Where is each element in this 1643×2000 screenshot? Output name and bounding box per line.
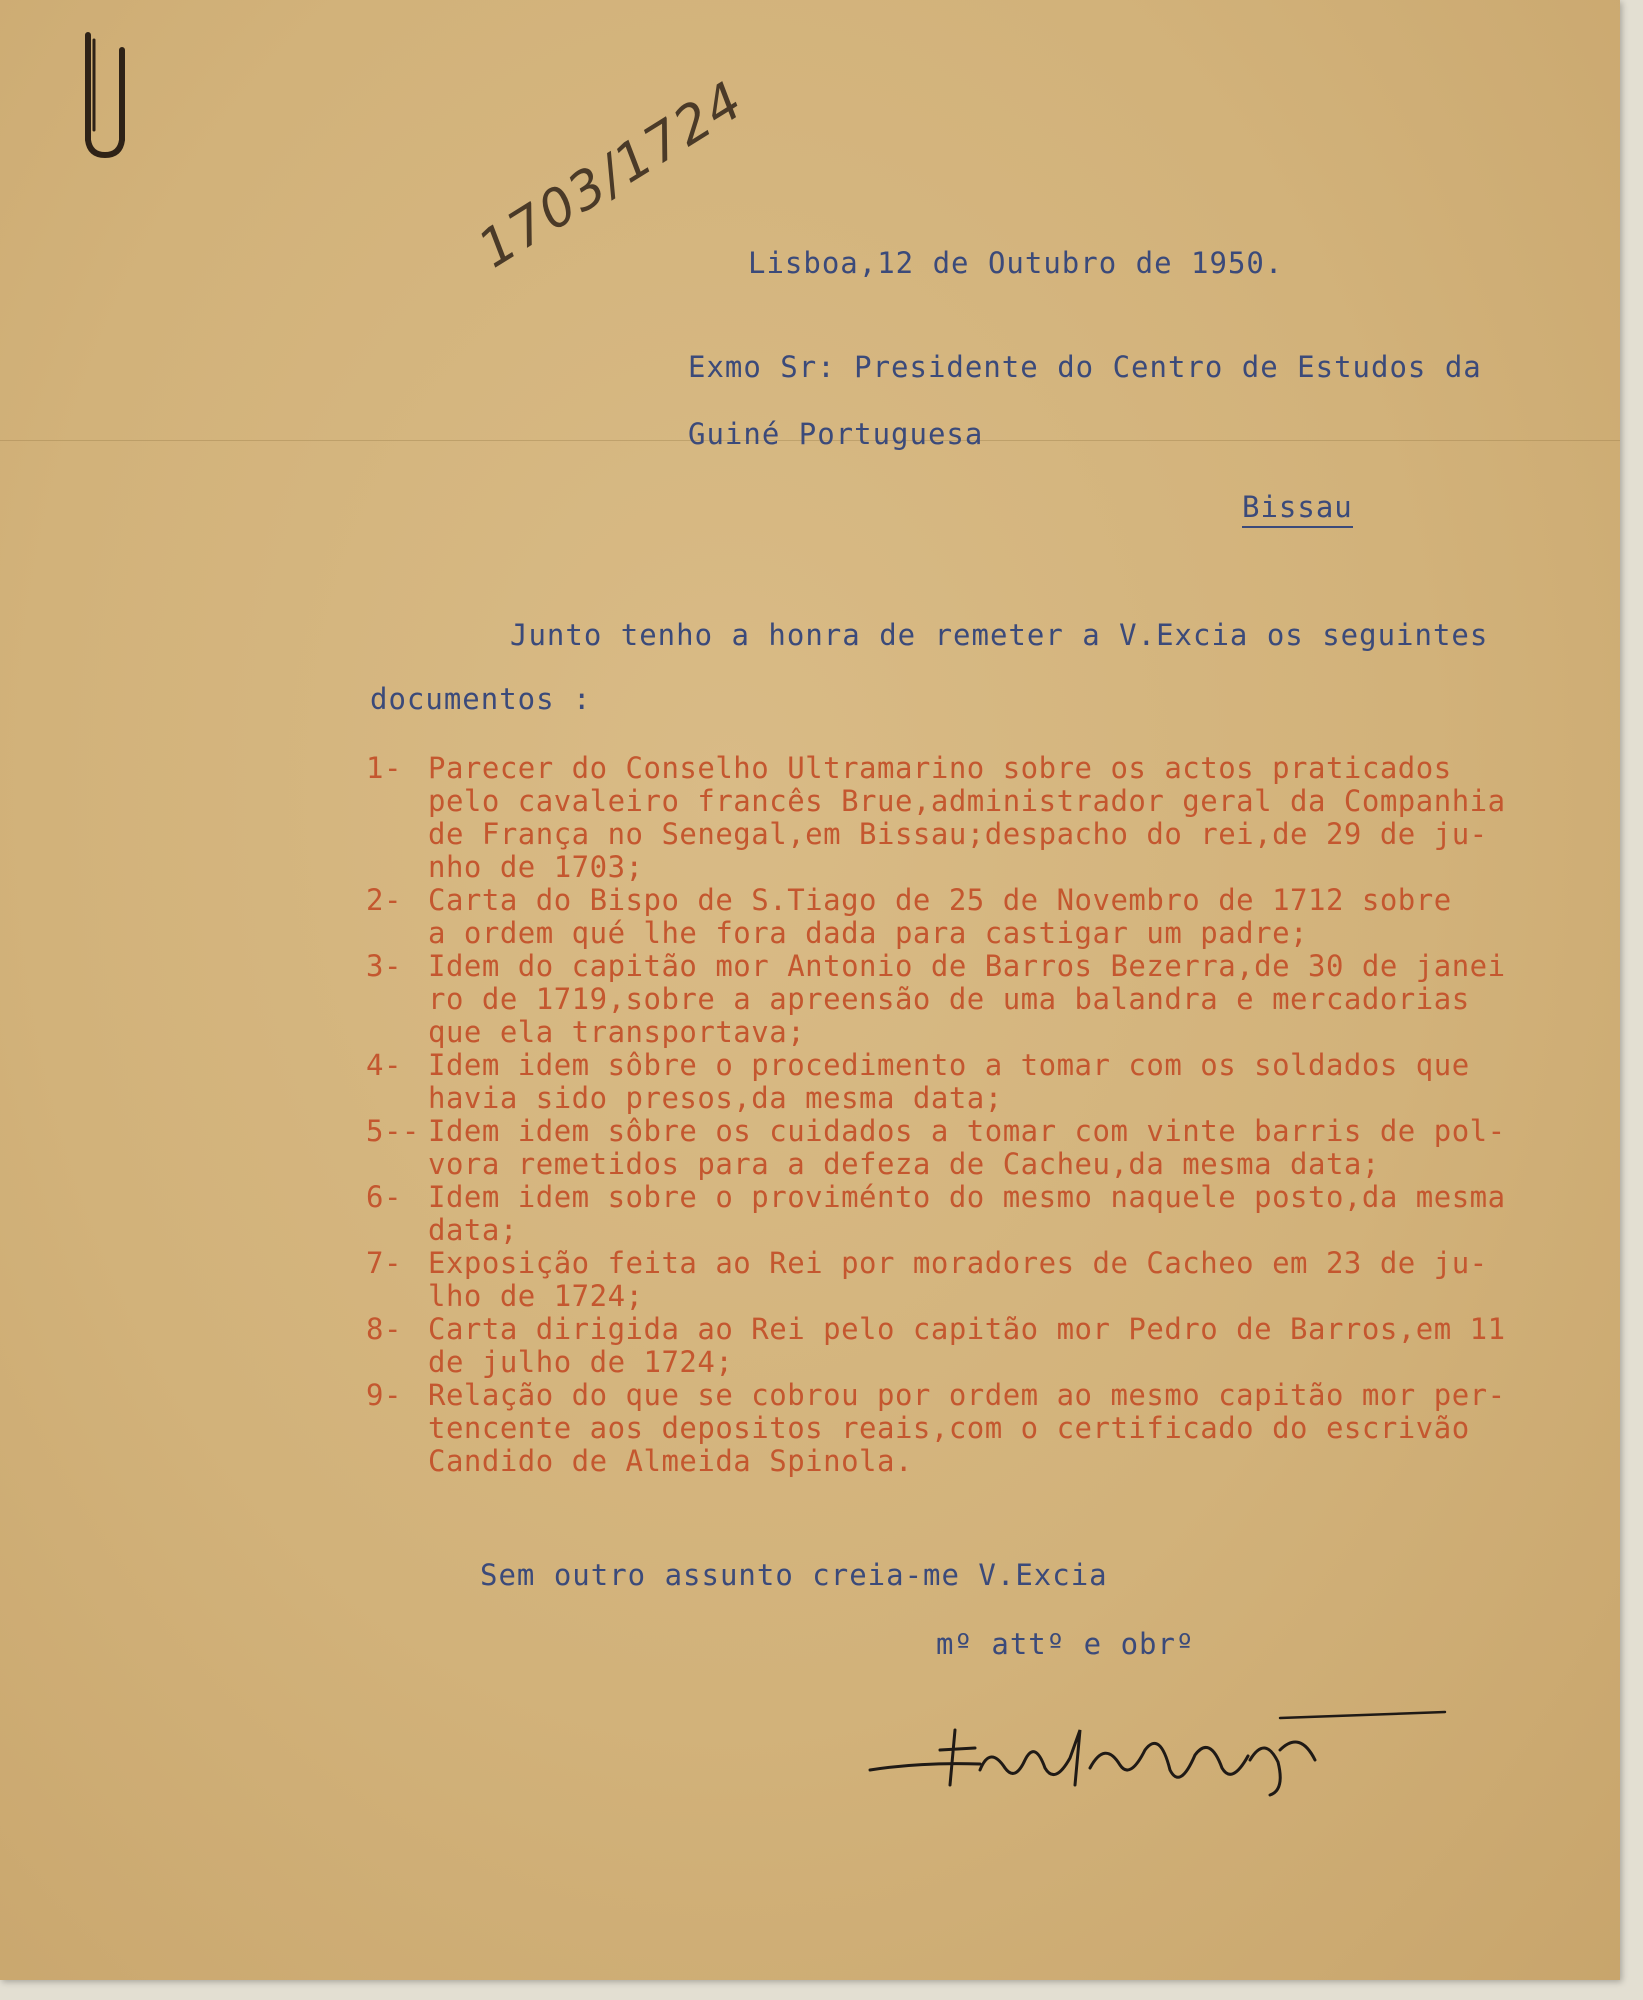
document-number: 1- [366,751,402,785]
addressee-line-1: Exmo Sr: Presidente do Centro de Estudos da [688,350,1482,384]
document-number: 4- [366,1048,402,1082]
document-item [366,1247,1616,1313]
document-item [366,1313,1616,1379]
document-text: Carta dirigida ao Rei pelo capitão mor Pedro de Barros,em 11 de julho de 1724; [428,1312,1506,1379]
document-number: 2- [366,883,402,917]
date-line: Lisboa,12 de Outubro de 1950. [748,246,1284,280]
documents-list [366,752,1616,1478]
addressee-city: Bissau [1242,490,1353,528]
document-number: 5-- [366,1114,420,1148]
document-text: Idem idem sobre o proviménto do mesmo naquele posto,da mesma data; [428,1180,1506,1247]
closing-line: Sem outro assunto creia-me V.Excia [480,1558,1108,1592]
archive-mark-u [80,30,130,160]
document-number: 7- [366,1246,402,1280]
document-number: 6- [366,1180,402,1214]
intro-line-2: documentos : [370,682,592,716]
document-number: 8- [366,1312,402,1346]
document-item [366,1181,1616,1247]
document-text: Parecer do Conselho Ultramarino sobre os actos praticados pelo cavaleiro francês Brue,administrador geral da Companhia de França no Senegal,em Bissau;despacho do rei,de 29 de ju- nho de 1703; [428,751,1506,884]
document-item [366,1115,1616,1181]
document-item [366,884,1616,950]
document-item [366,1049,1616,1115]
document-text: Idem idem sôbre o procedimento a tomar com os soldados que havia sido presos,da mesma data; [428,1048,1470,1115]
closing-formula: mº attº e obrº [936,1627,1195,1661]
document-item [366,950,1616,1049]
addressee-line-2: Guiné Portuguesa [688,417,984,451]
reference-years: 1703/1724 [468,70,755,280]
document-text: Relação do que se cobrou por ordem ao mesmo capitão mor per- tencente aos depositos reais,com o certificado do escrivão Candido de Almeida Spinola. [428,1378,1506,1478]
document-text: Carta do Bispo de S.Tiago de 25 de Novembro de 1712 sobre a ordem qué lhe fora dada para castigar um padre; [428,883,1452,950]
handwritten-signature [860,1690,1460,1800]
document-item [366,752,1616,884]
document-text: Exposição feita ao Rei por moradores de Cacheo em 23 de ju- lho de 1724; [428,1246,1488,1313]
document-text: Idem idem sôbre os cuidados a tomar com vinte barris de pol- vora remetidos para a defeza de Cacheu,da mesma data; [428,1114,1506,1181]
document-item [366,1379,1616,1478]
intro-line-1: Junto tenho a honra de remeter a V.Excia os seguintes [510,618,1489,652]
document-number: 9- [366,1378,402,1412]
document-text: Idem do capitão mor Antonio de Barros Bezerra,de 30 de janei ro de 1719,sobre a apreensão de uma balandra e mercadorias que ela transportava; [428,949,1506,1049]
document-number: 3- [366,949,402,983]
